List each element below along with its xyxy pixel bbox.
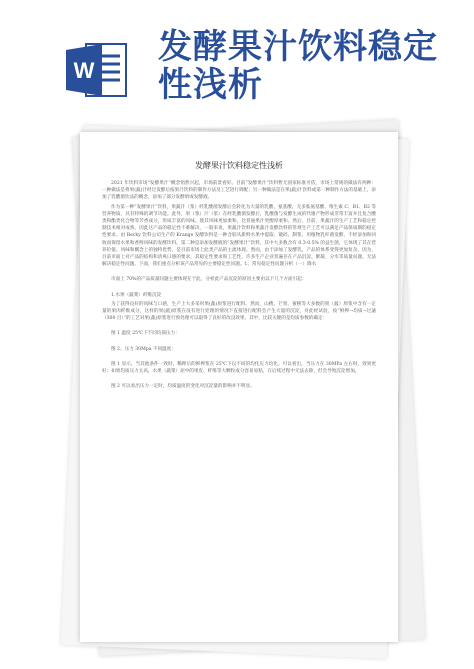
document-title: 发酵果汁饮料稳定性浅析 <box>195 161 283 170</box>
document-page <box>80 132 398 642</box>
paragraph-intro: 2021 年饮料市场“发酵果汁”概念悄然兴起，市场前景看好。目前“发酵果汁”饮料暂无国家标准可依，市场上常规的做法有两种：一种做法是将果(蔬)汁经过发酵后按果汁饮料的制作方法及工艺进行调配；另一种做法是在果(蔬)汁饮料或第一种制作方法的基础上，添加了乳酸菌饮品的概念，添加了部分发酵奶或发酵液。 <box>102 181 376 201</box>
cover-title-line-2: 性浅析 <box>158 65 263 105</box>
paragraph-analysis: 作为第一种“发酵果汁”饮料，果蔬汁（浆）经乳酸菌发酵后会转化为大量的乳酸、氨基酸、无多肽氨基酸、维生素 C、B1、B2 等营养物质，具有特殊的调节功能。此外，果（浆）汁（浆）在经乳酸菌发酵后，乳酸菌与发酵生成的代谢产物形成非常丰富并且复合酸类和酯类化合物等芳香成分，形成丰富的风味。使其风味更加柔和，比普通果汁更醇厚柔和。然后，目前，果蔬汁的生产工艺和稳定控制技术相对成熟，因此这产品的稳定性不难解决，一般来说，果蔬汁饮料和果蔬汁发酵饮料的常规生产工艺可以满足产品保质期的稳定性要求。由 Becky 饮料公司生产的 Krange 发酵饮料是一种含胶从新鲜水果中提取、破碎、制浆、用植物乳杆菌发酵、不经添加和回收而保留水果和香鲜风味的发酵饮料。第二种是添加发酵液的“发酵果汁”饮料，其中大多数含有 0.3-0.5% 的益生菌，它体现了其在营养价值、风味和概念上的独特优势，是目前市场上此类产品的主流体现。然而，由于添加了发酵乳，产品的体系变得更加复杂。因为，目前市面上对产品的结构和清爽口感的要求，其稳定性要求和工艺性，许多生产企业普遍存在产品沉淀、絮凝、分水等质量问题。无法解决稳定性问题。下面，我们重点分析该产品常见的主要稳定性问题。1、常见稳定性问题分析（一）降水 <box>102 204 376 268</box>
paragraph-market: 市面上 70%的产品质量问题主要体现在于此，分析此产品沉淀的原因主要由以下几个方面引起： <box>111 277 307 283</box>
section-heading-fiber: 1.水果（蔬菜）纤维沉淀 <box>111 292 162 298</box>
word-document-icon <box>66 40 128 100</box>
cover-banner <box>0 0 474 118</box>
figure-caption-2: 图 2、压力 30Mpa 不同温度： <box>111 346 176 352</box>
word-icon-letter: W <box>73 58 95 83</box>
cover-title <box>158 28 458 104</box>
figure-caption-1: 图 1 温度 25℃下不同均质压力： <box>111 331 180 337</box>
paragraph-figure-1: 图 1 显示，当其他条件一致时，稀释后的鲜榨浆在 25℃下以不同的均化压力均化。可以看出，当压力在 30MPa 左右时，效果更好；如果均质压力太高，水果（蔬菜）泥中的果皮、纤维等大颗粒成分容易易粘，在后续过程中无法去除，但会导致沉淀增加。 <box>102 361 376 375</box>
paragraph-figure-2: 图 2 可以看出压力一定时，均质温度的变化对沉淀量的影响并不明显。 <box>111 384 255 390</box>
cover-title-line-1: 发酵果汁饮料稳定 <box>158 27 438 67</box>
document-body <box>80 132 398 390</box>
paragraph-fiber: 为了获得良好的风味与口感，生产上大多采用果(蔬)原浆进行配料。然而，山楂、芒果、蜜桃等大多数的果（蔬）原浆中含有一定量的果肉纤维成分，这样的果(蔬)原浆在没有进行处理的情况下直接进行配料会产生大量的沉淀，对此经试验，按“鲜榨→均质→过滤（300 目）”的工艺对果(蔬)原浆进行预处理可以取得了良好的改良效果，其中，比较关键的是均质参数的确定： <box>102 301 376 322</box>
